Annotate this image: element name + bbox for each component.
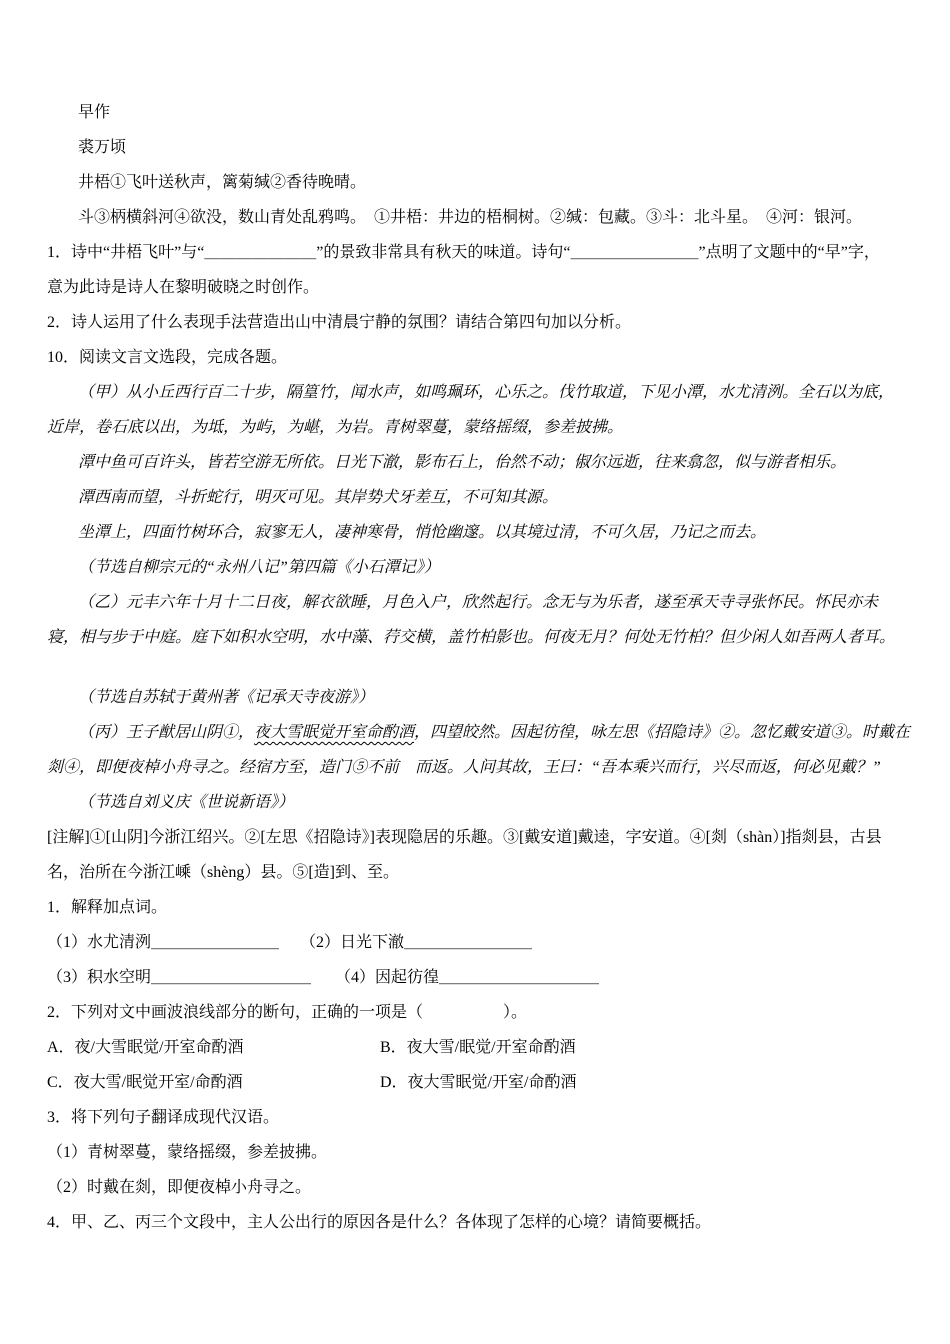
- passage-bing-line-1: [47, 715, 910, 750]
- reading-question-4: 4．甲、乙、丙三个文段中，主人公出行的原因各是什么？各体现了怎样的心境？请简要概括。: [47, 1214, 712, 1231]
- passage-yi-source: （节选自苏轼于黄州著《记承天寺夜游》）: [78, 689, 375, 706]
- reading-question-3-label: 3．将下列句子翻译成现代汉语。: [47, 1109, 280, 1126]
- notes-line-2: 名，治所在今浙江嵊（shèng）县。⑤[造]到、至。: [47, 864, 399, 881]
- option-a: A．夜/大雪眠觉/开室命酌酒: [47, 1039, 244, 1056]
- passage-bing-line-1-post: ，四望皎然。因起彷徨，咏左思《招隐诗》②。忽忆戴安道③。时戴在: [414, 724, 911, 741]
- q1-item-3: （3）积水空明＿＿＿＿＿＿＿＿＿＿: [47, 969, 312, 986]
- passage-jia-line-2: 近岸，卷石底以出，为坻，为屿，为嵁，为岩。青树翠蔓，蒙络摇缀，参差披拂。: [47, 419, 624, 436]
- reading-question-2-options-row-1: [47, 1030, 910, 1065]
- poem-question-2: 2．诗人运用了什么表现手法营造出山中清晨宁静的氛围？请结合第四句加以分析。: [47, 314, 632, 331]
- q3-item-1: （1）青树翠蔓，蒙络摇缀，参差披拂。: [47, 1144, 328, 1161]
- passage-bing-line-2: 剡④，即便夜棹小舟寻之。经宿方至，造门⑤不前 而返。人问其故，王曰：“吾本乘兴而行，兴尽而返，何必见戴？”: [47, 759, 881, 776]
- reading-question-2-options-row-2: [47, 1065, 910, 1100]
- option-c: C．夜大雪/眠觉开室/命酌酒: [47, 1074, 243, 1091]
- reading-question-2-label: 2．下列对文中画波浪线部分的断句，正确的一项是（ ）。: [47, 1004, 528, 1021]
- passage-jia-line-1: （甲）从小丘西行百二十步，隔篁竹，闻水声，如鸣珮环，心乐之。伐竹取道，下见小潭，水尤清洌。全石以为底，: [78, 384, 895, 401]
- poem-question-1-line-1: 1．诗中“井梧飞叶”与“＿＿＿＿＿＿＿”的景致非常具有秋天的味道。诗句“＿＿＿＿＿＿＿＿”点明了文题中的“早”字，: [47, 244, 880, 261]
- option-d: D．夜大雪眠觉/开室/命酌酒: [380, 1074, 577, 1091]
- passage-bing-wavy-underlined-text: 夜大雪眠觉开室命酌酒: [254, 724, 415, 741]
- poem-title: 早作: [78, 104, 111, 121]
- passage-jia-line-4: 潭西南而望，斗折蛇行，明灭可见。其岸势犬牙差互，不可知其源。: [78, 489, 559, 506]
- passage-yi-line-2: 寝，相与步于中庭。庭下如积水空明，水中藻、荇交横，盖竹柏影也。何夜无月？何处无竹柏？但少闲人如吾两人者耳。: [47, 629, 896, 646]
- poem-question-1-line-2: 意为此诗是诗人在黎明破晓之时创作。: [47, 279, 320, 296]
- poem-line-2-with-notes: 斗③柄横斜河④欲没，数山青处乱鸦鸣。 ①井梧：井边的梧桐树。②缄：包藏。③斗：北斗星。 ④河：银河。: [78, 209, 863, 226]
- passage-jia-source: （节选自柳宗元的“永州八记”第四篇《小石潭记》）: [78, 559, 440, 576]
- reading-question-1-row-1: [47, 925, 910, 960]
- option-b: B．夜大雪/眠觉/开室命酌酒: [380, 1039, 576, 1056]
- passage-jia-line-5: 坐潭上，四面竹树环合，寂寥无人，凄神寒骨，悄怆幽邃。以其境过清，不可久居，乃记之而去。: [78, 524, 767, 541]
- passage-bing-line-1-pre: （丙）王子猷居山阴①，: [78, 724, 255, 741]
- q1-item-4: （4）因起彷徨＿＿＿＿＿＿＿＿＿＿: [335, 969, 600, 986]
- reading-question-1-label: 1．解释加点词。: [47, 899, 168, 916]
- passage-jia-line-3: 潭中鱼可百许头，皆若空游无所依。日光下澈，影布石上，佁然不动；俶尔远逝，往来翕忽，似与游者相乐。: [78, 454, 847, 471]
- passage-yi-line-1: （乙）元丰六年十月十二日夜，解衣欲睡，月色入户，欣然起行。念无与为乐者，遂至承天寺寻张怀民。怀民亦未: [78, 594, 879, 611]
- notes-line-1: [注解]①[山阴]今浙江绍兴。②[左思《招隐诗》]表现隐居的乐趣。③[戴安道]戴逵，字安道。④[剡（shàn）]指剡县，古县: [47, 829, 882, 846]
- q3-item-2: （2）时戴在剡，即便夜棹小舟寻之。: [47, 1179, 312, 1196]
- poem-author: 裘万顷: [78, 139, 127, 156]
- poem-line-1: 井梧①飞叶送秋声，篱菊缄②香待晚晴。: [78, 174, 367, 191]
- passage-bing-source: （节选自刘义庆《世说新语》）: [78, 794, 295, 811]
- section-10-intro: 10．阅读文言文选段，完成各题。: [47, 349, 288, 366]
- blank-line: [47, 655, 910, 680]
- q1-item-2: （2）日光下澈＿＿＿＿＿＿＿＿: [300, 934, 533, 951]
- reading-question-1-row-2: [47, 960, 910, 995]
- q1-item-1: （1）水尤清洌＿＿＿＿＿＿＿＿: [47, 934, 280, 951]
